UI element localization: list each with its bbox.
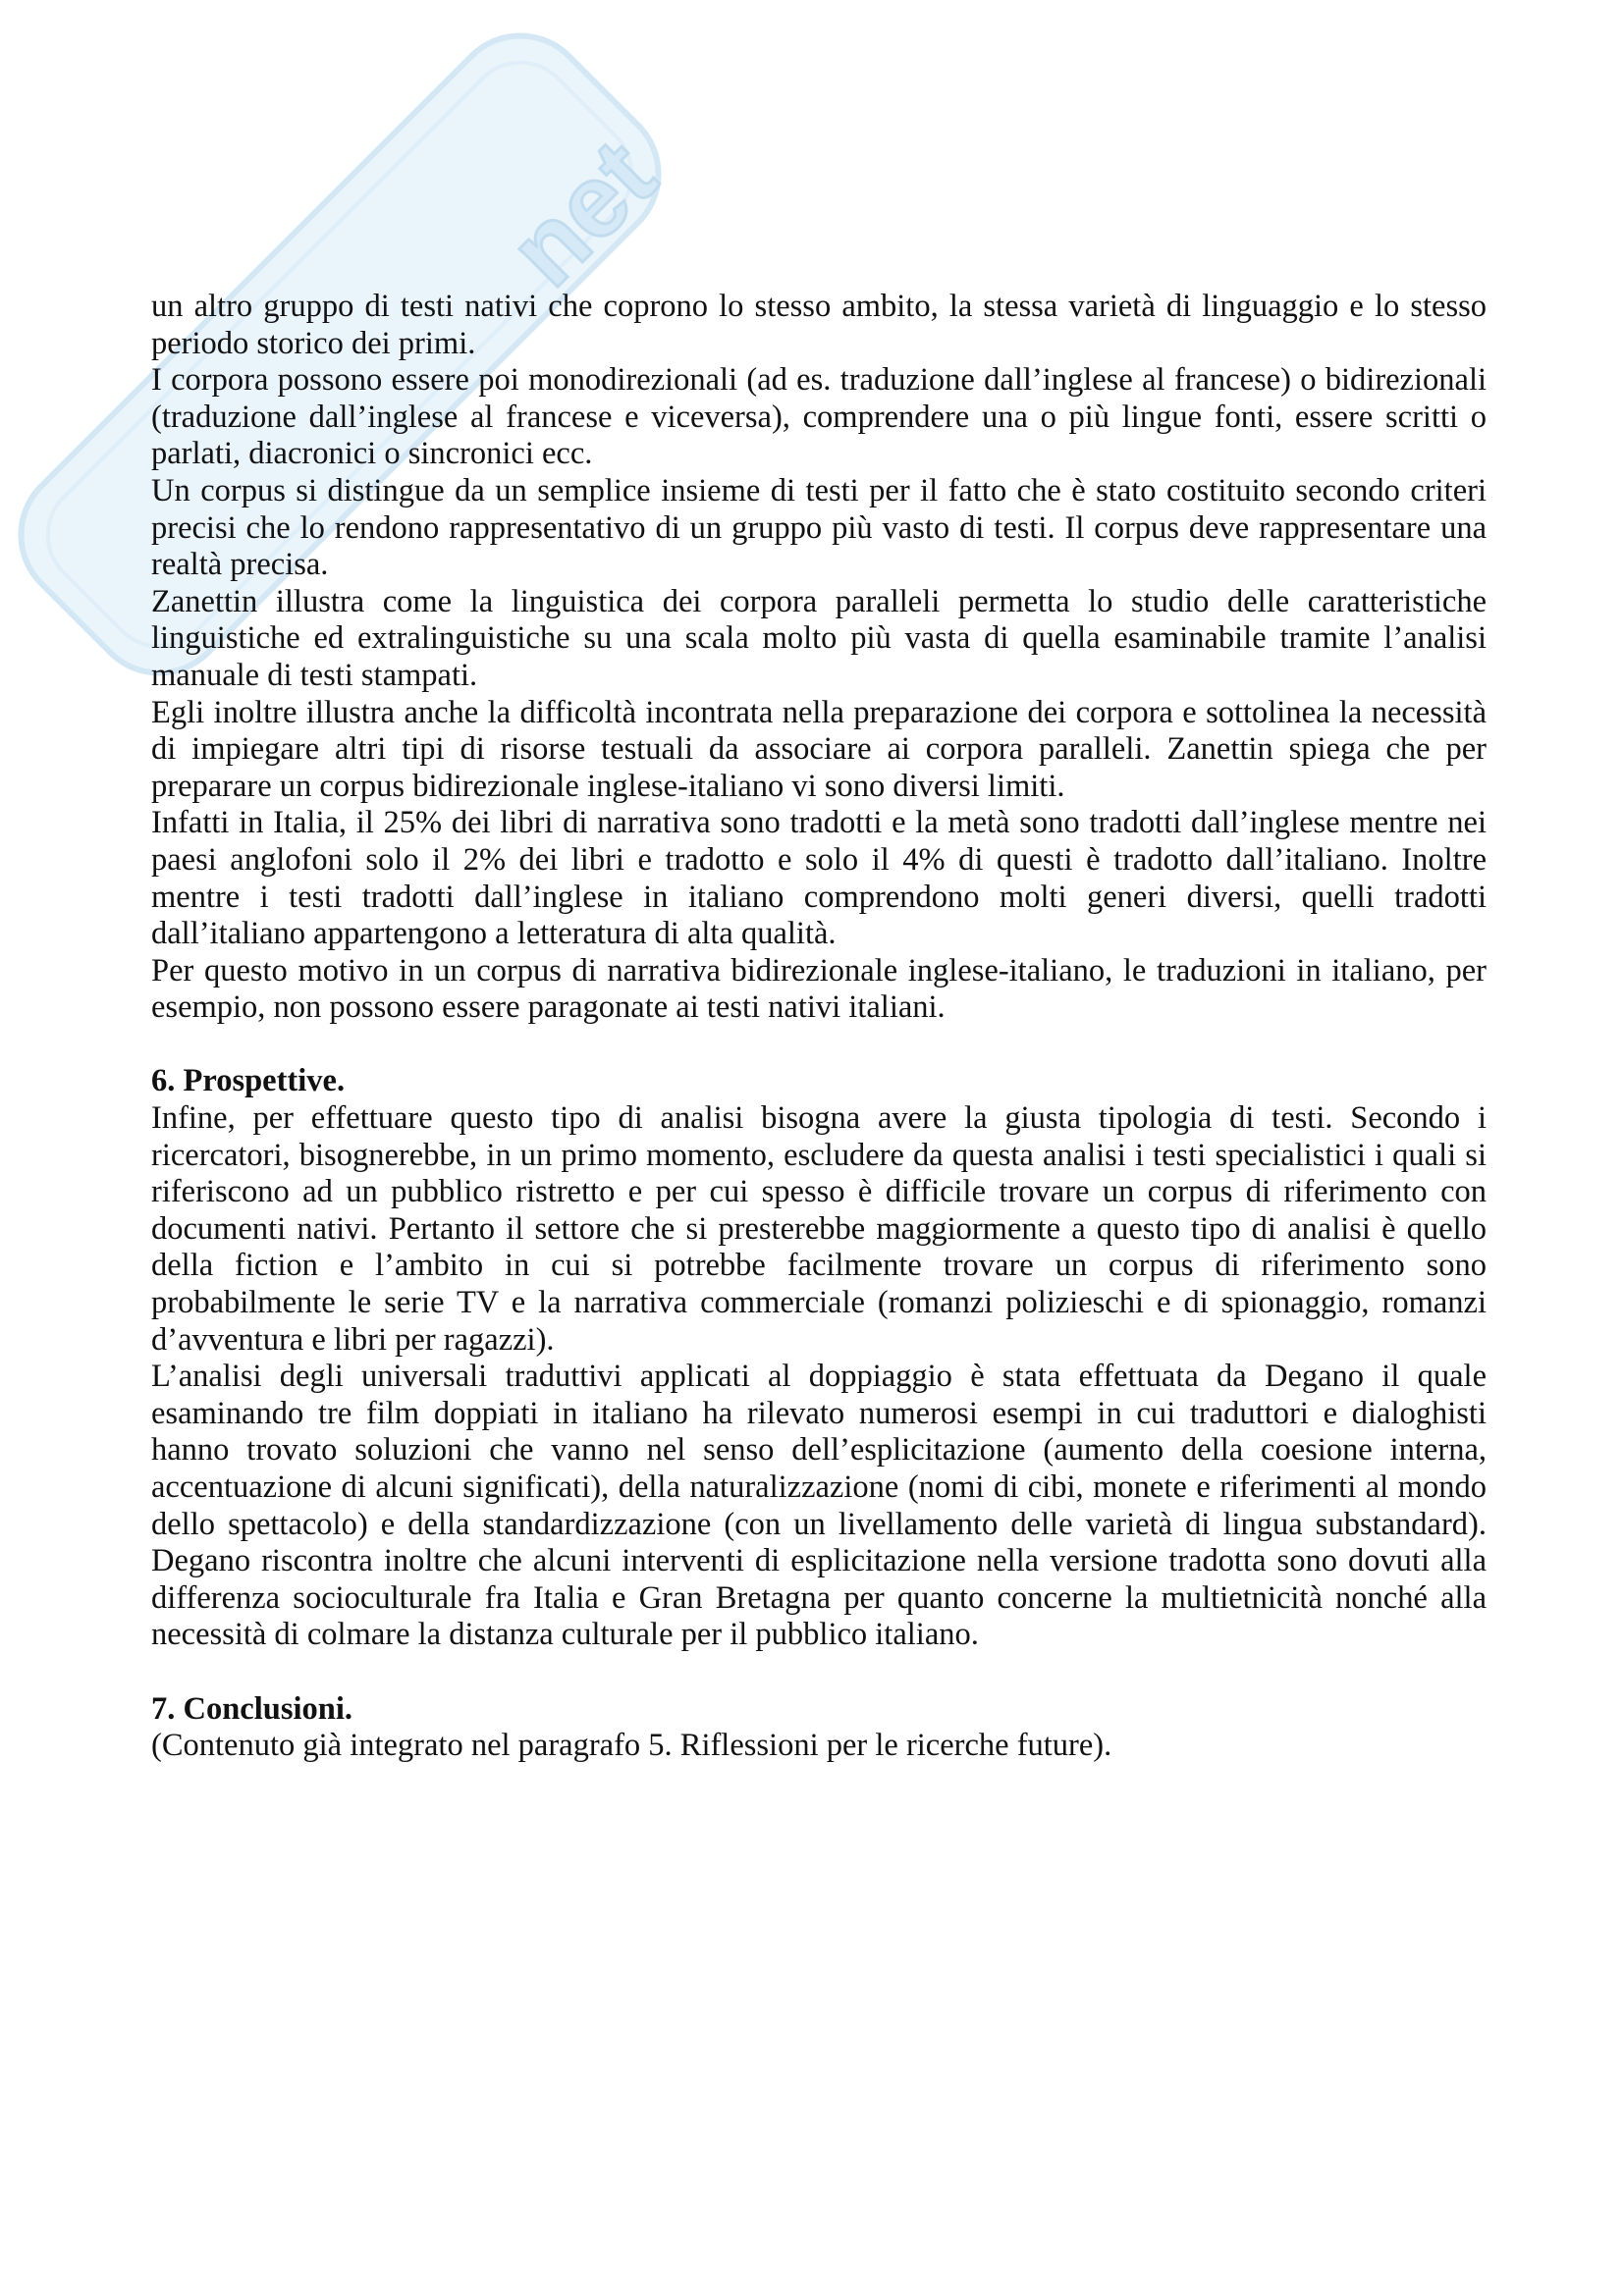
text-line: manuale di testi stampati. [151, 657, 478, 693]
text-line: di impiegare altri tipi di risorse testuali da associare ai corpora paralleli. Zanettin spiega che per [151, 731, 1487, 768]
text-line: ricercatori, bisognerebbe, in un primo momento, escludere da questa analisi i testi specialistici i quali si [151, 1137, 1487, 1173]
text-line: parlati, diacronici o sincronici ecc. [151, 436, 593, 472]
text-line: periodo storico dei primi. [151, 325, 476, 361]
section-heading: 6. Prospettive. [151, 1063, 346, 1099]
text-line: probabilmente le serie TV e la narrativa commerciale (romanzi polizieschi e di spionaggio, romanzi [151, 1285, 1487, 1321]
text-line: (Contenuto già integrato nel paragrafo 5. Riflessioni per le ricerche future). [151, 1728, 1112, 1764]
text-line: realtà precisa. [151, 547, 329, 583]
text-line: Infatti in Italia, il 25% dei libri di narrativa sono tradotti e la metà sono tradotti dall’inglese mentre nei [151, 805, 1487, 841]
text-line: I corpora possono essere poi monodirezionali (ad es. traduzione dall’inglese al francese) o bidirezionali [151, 362, 1487, 399]
blank-line [151, 1654, 1487, 1691]
text-line: accentuazione di alcuni significati), della naturalizzazione (nomi di cibi, monete e riferimenti al mondo [151, 1469, 1487, 1505]
paragraph [151, 1728, 1487, 1765]
section-heading: 7. Conclusioni. [151, 1690, 352, 1727]
text-line: mentre i testi tradotti dall’inglese in italiano comprendono molti generi diversi, quelli tradotti [151, 879, 1487, 915]
paragraph [151, 473, 1487, 584]
text-line: Infine, per effettuare questo tipo di analisi bisogna avere la giusta tipologia di testi. Secondo i [151, 1100, 1487, 1137]
paragraph [151, 805, 1487, 952]
text-line: preparare un corpus bidirezionale inglese-italiano vi sono diversi limiti. [151, 768, 1065, 804]
text-line: necessità di colmare la distanza culturale per il pubblico italiano. [151, 1617, 979, 1653]
text-line: esaminando tre film doppiati in italiano ha rilevato numerosi esempi in cui traduttori e dialoghisti [151, 1395, 1487, 1431]
text-line: L’analisi degli universali traduttivi applicati al doppiaggio è stata effettuata da Degano il quale [151, 1359, 1487, 1395]
text-line: Zanettin illustra come la linguistica dei corpora paralleli permetta lo studio delle caratteristiche [151, 583, 1487, 619]
text-line: della fiction e l’ambito in cui si potrebbe facilmente trovare un corpus di riferimento sono [151, 1248, 1487, 1284]
text-line: Per questo motivo in un corpus di narrativa bidirezionale inglese-italiano, le traduzioni in italiano, per [151, 952, 1487, 988]
text-line: hanno trovato soluzioni che vanno nel senso dell’esplicitazione (aumento della coesione interna, [151, 1432, 1487, 1468]
text-line: d’avventura e libri per ragazzi). [151, 1321, 555, 1358]
text-line: differenza socioculturale fra Italia e Gran Bretagna per quanto concerne la multietnicità nonché alla [151, 1579, 1487, 1616]
text-line: precisi che lo rendono rappresentativo di un gruppo più vasto di testi. Il corpus deve rappresentare una [151, 509, 1487, 546]
text-line: dall’italiano appartengono a letteratura di alta qualità. [151, 916, 837, 952]
paragraph [151, 289, 1487, 362]
paragraph [151, 362, 1487, 473]
text-line: Un corpus si distingue da un semplice insieme di testi per il fatto che è stato costituito secondo criteri [151, 472, 1487, 508]
text-line: Degano riscontra inoltre che alcuni interventi di esplicitazione nella versione tradotta sono dovuti alla [151, 1543, 1487, 1579]
watermark-text: net [488, 119, 677, 308]
paragraph [151, 953, 1487, 1027]
text-line: (traduzione dall’inglese al francese e viceversa), comprendere una o più lingue fonti, essere scritti o [151, 399, 1487, 435]
document-body [151, 289, 1487, 1765]
paragraph [151, 584, 1487, 695]
text-line: paesi anglofoni solo il 2% dei libri e tradotto e solo il 4% di questi è tradotto dall’italiano. Inoltre [151, 841, 1487, 878]
paragraph [151, 1359, 1487, 1654]
text-line: riferiscono ad un pubblico ristretto e per cui spesso è difficile trovare un corpus di riferimento con [151, 1174, 1487, 1210]
text-line: un altro gruppo di testi nativi che coprono lo stesso ambito, la stessa varietà di linguaggio e lo stesso [151, 289, 1487, 324]
text-line: dello spettacolo) e della standardizzazione (con un livellamento delle varietà di lingua substandard). [151, 1506, 1487, 1542]
text-line: Egli inoltre illustra anche la difficoltà incontrata nella preparazione dei corpora e sottolinea la necessità [151, 694, 1487, 730]
paragraph [151, 695, 1487, 806]
paragraph [151, 1100, 1487, 1359]
blank-line [151, 1027, 1487, 1064]
text-line: linguistiche ed extralinguistiche su una scala molto più vasta di quella esaminabile tramite l’analisi [151, 620, 1487, 657]
text-line: esempio, non possono essere paragonate ai testi nativi italiani. [151, 989, 946, 1026]
text-line: documenti nativi. Pertanto il settore che si presterebbe maggiormente a questo tipo di analisi è quello [151, 1210, 1487, 1247]
